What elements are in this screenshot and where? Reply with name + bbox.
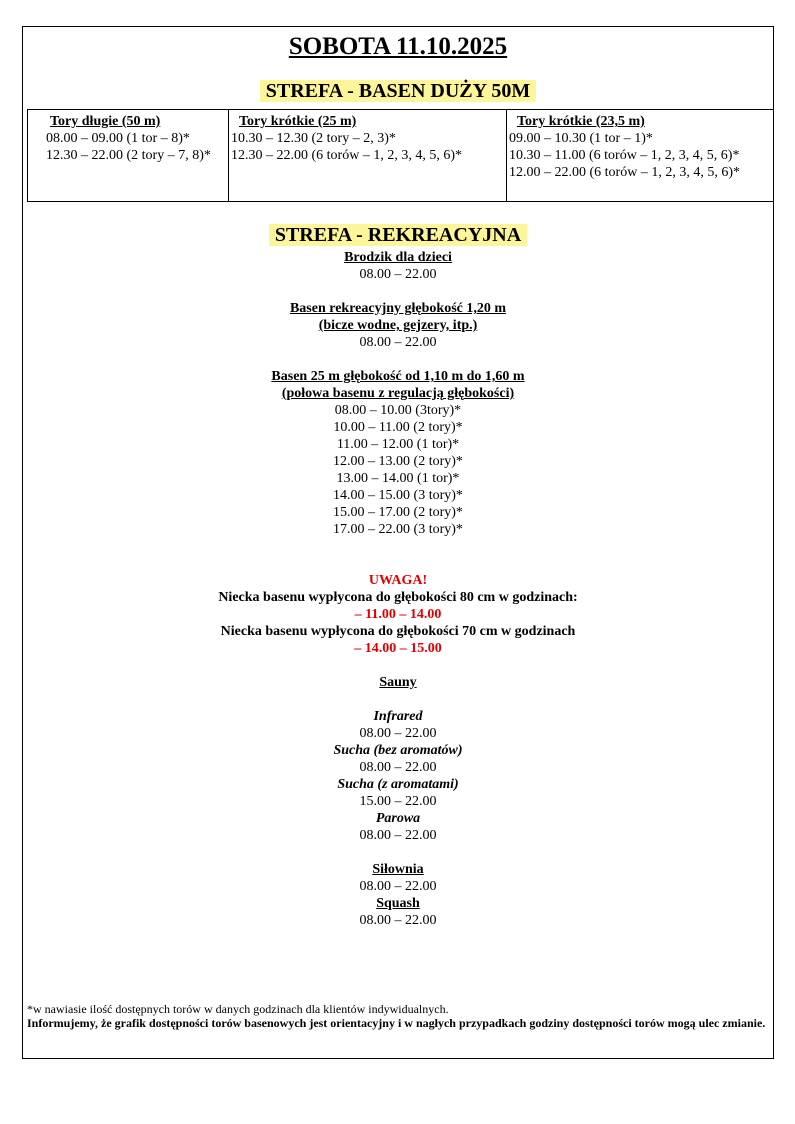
sauna-hours: 08.00 – 22.00: [359, 726, 437, 741]
kids-pool-hours: 08.00 – 22.00: [359, 267, 437, 282]
saunas-label: Sauny: [379, 675, 417, 690]
lanes-short25-row: 12.30 – 22.00 (6 torów – 1, 2, 3, 4, 5, 6)*: [231, 148, 462, 163]
rec-pool-hours: 08.00 – 22.00: [359, 335, 437, 350]
notice-line-1: Niecka basenu wypłycona do głębokości 80 cm w godzinach:: [218, 590, 578, 605]
lanes-short235-row: 10.30 – 11.00 (6 torów – 1, 2, 3, 4, 5, 6)*: [509, 148, 740, 163]
footer-info: Informujemy, że grafik dostępności torów basenowych jest orientacyjny i w nagłych przypadkach godziny dostępności torów mogą ulec zmianie.: [27, 1016, 766, 1030]
squash-label: Squash: [376, 896, 420, 911]
rec-pool-label: Basen rekreacyjny głębokość 1,20 m: [289, 301, 507, 316]
pool25-label: Basen 25 m głębokość od 1,10 m do 1,60 m: [271, 369, 525, 384]
gym-hours: 08.00 – 22.00: [359, 879, 437, 894]
pool25-hours-row: 15.00 – 17.00 (2 tory)*: [333, 505, 463, 520]
squash-hours: 08.00 – 22.00: [359, 913, 437, 928]
sauna-name: Sucha (bez aromatów): [333, 743, 463, 758]
page-title: SOBOTA 11.10.2025: [288, 33, 508, 60]
sauna-hours: 15.00 – 22.00: [359, 794, 437, 809]
notice-time-1: – 11.00 – 14.00: [354, 607, 442, 622]
recreation-schedule: [23, 249, 773, 929]
pool25-hours-row: 12.00 – 13.00 (2 tory)*: [333, 454, 463, 469]
footer-note: *w nawiasie ilość dostępnych torów w danych godzinach dla klientów indywidualnych.: [27, 1002, 449, 1016]
lanes-short25-cell: [229, 110, 507, 202]
lanes-long-row: 12.30 – 22.00 (2 tory – 7, 8)*: [46, 148, 211, 163]
schedule-page: [22, 26, 774, 1059]
lanes-short235-row: 12.00 – 22.00 (6 torów – 1, 2, 3, 4, 5, 6)*: [509, 165, 740, 180]
pool25-sublabel: (połowa basenu z regulacją głębokości): [281, 386, 515, 401]
sauna-name: Infrared: [373, 709, 423, 724]
notice-line-2: Niecka basenu wypłycona do głębokości 70 cm w godzinach: [220, 624, 576, 639]
zone-recreation-heading: [23, 224, 773, 247]
zone-large-pool-heading: [23, 80, 773, 103]
gym-label: Siłownia: [372, 862, 424, 877]
lanes-long-cell: [28, 110, 229, 202]
lanes-long-row: 08.00 – 09.00 (1 tor – 8)*: [46, 131, 190, 146]
footer: [27, 1002, 767, 1030]
pool25-hours-row: 17.00 – 22.00 (3 tory)*: [333, 522, 463, 537]
pool25-hours-row: 14.00 – 15.00 (3 tory)*: [333, 488, 463, 503]
table-row: [28, 110, 774, 202]
pool25-hours-row: 08.00 – 10.00 (3tory)*: [334, 403, 462, 418]
sauna-name: Parowa: [375, 811, 421, 826]
pool25-hours-row: 13.00 – 14.00 (1 tor)*: [336, 471, 460, 486]
kids-pool-label: Brodzik dla dzieci: [344, 250, 452, 265]
lanes-short235-row: 09.00 – 10.30 (1 tor – 1)*: [509, 131, 653, 146]
sauna-hours: 08.00 – 22.00: [359, 828, 437, 843]
lanes-long-header: Tory długie (50 m): [50, 114, 161, 129]
sauna-name: Sucha (z aromatami): [337, 777, 459, 792]
lane-schedule-table: [27, 109, 774, 202]
zone-recreation-heading-text: STREFA - REKREACYJNA: [269, 224, 527, 246]
lanes-short25-header: Tory krótkie (25 m): [239, 114, 357, 129]
lanes-short25-row: 10.30 – 12.30 (2 tory – 2, 3)*: [231, 131, 396, 146]
sauna-hours: 08.00 – 22.00: [359, 760, 437, 775]
pool25-hours-row: 11.00 – 12.00 (1 tor)*: [336, 437, 460, 452]
pool25-hours-row: 10.00 – 11.00 (2 tory)*: [333, 420, 463, 435]
lanes-short235-cell: [507, 110, 774, 202]
zone-large-pool-heading-text: STREFA - BASEN DUŻY 50M: [260, 80, 536, 102]
notice-label: UWAGA!: [368, 573, 428, 588]
lanes-short235-header: Tory krótkie (23,5 m): [517, 114, 645, 129]
rec-pool-sublabel: (bicze wodne, gejzery, itp.): [318, 318, 478, 333]
notice-time-2: – 14.00 – 15.00: [354, 641, 442, 656]
